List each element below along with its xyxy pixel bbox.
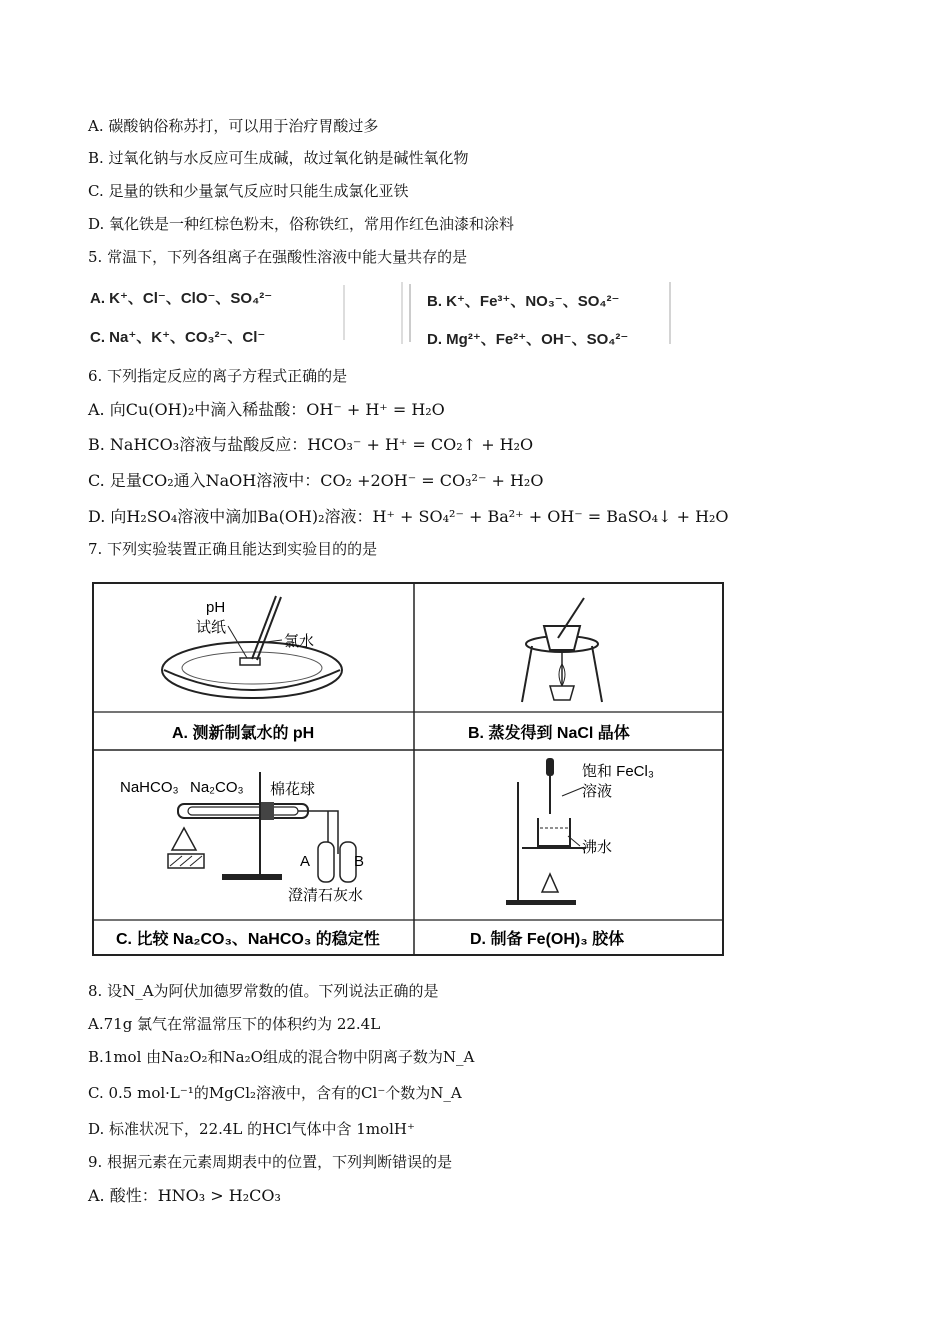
q4-option-b: B. 过氧化钠与水反应可生成碱，故过氧化钠是碱性氧化物 [88,149,469,167]
panel-b-evaporation [522,598,602,702]
q8-option-d: D. 标准状况下，22.4L 的HCl气体中含 1molH⁺ [88,1120,415,1138]
q7-stem: 7. 下列实验装置正确且能达到实验目的的是 [88,540,378,558]
q8-stem: 8. 设N_A为阿伏加德罗常数的值。下列说法正确的是 [88,982,439,1000]
q6-option-d: D. 向H₂SO₄溶液中滴加Ba(OH)₂溶液：H⁺ + SO₄²⁻ + Ba²⁺ + OH⁻ = BaSO₄↓ + H₂O [88,507,729,526]
inner-test-tube [188,807,298,815]
caption-d: D. 制备 Fe(OH)₃ 胶体 [470,931,625,948]
label-fecl3-line1: 饱和 FeCl₃ [582,763,654,780]
label-ph: pH [206,599,226,616]
q6-stem: 6. 下列指定反应的离子方程式正确的是 [88,367,348,385]
caption-c: C. 比较 Na₂CO₃、NaHCO₃ 的稳定性 [116,931,380,948]
label-cotton-ball: 棉花球 [270,781,316,798]
tube-a [318,842,334,882]
q5-option-b: B. K⁺、Fe³⁺、NO₃⁻、SO₄²⁻ [427,293,620,310]
beaker [538,818,570,846]
scan-bleed-lines [340,280,680,350]
dropper-bulb [546,758,554,776]
alcohol-lamp [550,686,574,700]
label-tube-a: A [300,853,311,870]
label-boiling-water: 沸水 [582,839,613,856]
evaporating-dish [544,626,580,650]
q6-option-a: A. 向Cu(OH)₂中滴入稀盐酸：OH⁻ + H⁺ = H₂O [88,400,445,419]
q5-option-d: D. Mg²⁺、Fe²⁺、OH⁻、SO₄²⁻ [427,331,629,348]
caption-a: A. 测新制氯水的 pH [172,725,315,742]
label-test-paper: 试纸 [196,619,227,636]
q5-option-c: C. Na⁺、K⁺、CO₃²⁻、Cl⁻ [90,329,266,346]
q6-option-b: B. NaHCO₃溶液与盐酸反应：HCO₃⁻ + H⁺ = CO₂↑ + H₂O [88,435,534,454]
q8-option-a: A.71g 氯气在常温常压下的体积约为 22.4L [88,1015,381,1033]
q7-apparatus-figure [92,582,724,956]
q9-option-a: A. 酸性：HNO₃ > H₂CO₃ [88,1186,281,1205]
q5-option-a: A. K⁺、Cl⁻、ClO⁻、SO₄²⁻ [90,290,273,307]
q5-stem: 5. 常温下，下列各组离子在强酸性溶液中能大量共存的是 [88,248,468,266]
q4-option-a: A. 碳酸钠俗称苏打，可以用于治疗胃酸过多 [88,117,379,135]
clamp [260,802,274,820]
q8-option-b: B.1mol 由Na₂O₂和Na₂O组成的混合物中阴离子数为N_A [88,1048,475,1066]
heat-lamp [172,828,196,850]
panel-a-ph-test [162,596,342,698]
label-limewater: 澄清石灰水 [288,887,364,904]
q8-option-c: C. 0.5 mol·L⁻¹的MgCl₂溶液中，含有的Cl⁻个数为N_A [88,1084,462,1102]
panel-d-colloid [506,758,654,905]
label-fecl3-line2: 溶液 [582,783,613,800]
label-nahco3: NaHCO₃ [120,779,179,796]
caption-b: B. 蒸发得到 NaCl 晶体 [468,725,630,742]
label-na2co3: Na₂CO₃ [190,779,244,796]
panel-c-stability [120,772,364,904]
q9-stem: 9. 根据元素在元素周期表中的位置，下列判断错误的是 [88,1153,453,1171]
burner [542,874,558,892]
q4-option-c: C. 足量的铁和少量氯气反应时只能生成氯化亚铁 [88,182,409,200]
q4-option-d: D. 氧化铁是一种红棕色粉末，俗称铁红，常用作红色油漆和涂料 [88,215,515,233]
label-tube-b: B [354,853,365,870]
label-chlorine-water: 氯水 [284,633,315,650]
q6-option-c: C. 足量CO₂通入NaOH溶液中：CO₂ +2OH⁻ = CO₃²⁻ + H₂O [88,471,544,490]
